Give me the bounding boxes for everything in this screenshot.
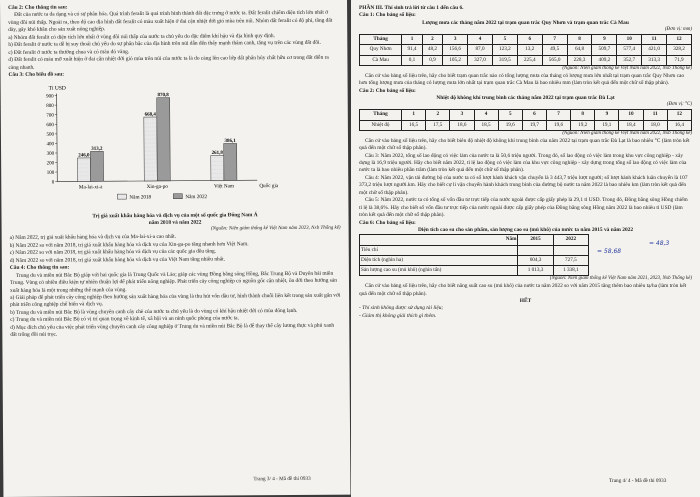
table-header-cell: Năm: [360, 235, 518, 245]
rubber-table: [359, 234, 589, 276]
x-axis-label: Quốc gia: [259, 182, 279, 189]
table-corner-cell: Tiêu chí: [360, 245, 518, 255]
table-row: [360, 120, 692, 130]
table-cell: 19,6: [498, 120, 522, 130]
table-header-cell: 12: [667, 35, 692, 45]
table-header-cell: 4: [468, 35, 493, 45]
question-2-text: Đất của nước ta đa dạng và có sự phân hóa. Quá trình feralit là quá trình hình thành đất đặc trưng ở nước ta. Đất feralit chiếm diện tích lớn nhất ở vùng đồi núi thấp. Ngoài ra, theo độ cao địa hình đất feralit có màu xuất hiện ở đai cận nhiệt đới gió mùa trên núi. Nhóm đất feralit có độ phì, tầng đất dày, gây khó khăn cho sản xuất nông nghiệp.: [8, 10, 333, 34]
table-header-cell: 3: [450, 110, 474, 120]
table-header-row: [360, 110, 692, 120]
r-question-3-text: Câu 3: Năm 2022, tổng số lao động có việc làm của nước ta là 50,6 triệu người. Trong đó, số lao động có việc làm trong khu vực công nghiệp - xây dựng là 16,9 triệu người. Hãy cho biết năm 2022, tỉ lệ lao động có việc làm của khu vực công nghiệp - xây dựng trong tổng số lao động có việc làm của nước ta là bao nhiêu phần trăm (làm tròn kết quả đến một chữ số thập phân).: [359, 152, 687, 174]
y-tick-label: 600: [46, 122, 54, 128]
table-header-cell: 2: [426, 110, 450, 120]
table-row: [360, 45, 692, 55]
bar-2022: [157, 97, 171, 180]
question-4-text: Trung du và miền núi Bắc Bộ giáp với hai quốc gia là Trung Quốc và Lào; giáp các vùng Đồng bằng sông Hồng, Bắc Trung Bộ và Duyên hải miền Trung. Vùng có nhiều điều kiện tự nhiên thuận lợi để phát triển nông nghiệp. Phát triển cây công nghiệp có nguồn gốc cận nhiệt, ôn đới theo hướng sản xuất hàng hóa là một trong những thế mạnh của vùng.: [9, 270, 337, 294]
r-question-5-text: Câu 5: Năm 2022, nước ta có tổng số vốn đầu tư trực tiếp của nước ngoài được cấp giấy phép là 29,1 tỉ USD. Trong đó, Đồng bằng sông Hồng chiếm tỉ lệ là 38,6%. Hãy cho biết số vốn đầu tư trực tiếp của nước ngoài được cấp giấy phép của Đồng bằng sông Hồng năm 2022 là bao nhiêu tỉ USD (làm tròn kết quả đến một chữ số thập phân).: [359, 197, 688, 219]
rainfall-unit: (Đơn vị: mm): [664, 27, 692, 33]
table-cell: 1 013,3: [518, 266, 553, 276]
table-cell: 49,5: [542, 45, 567, 55]
y-tick-label: 300: [46, 151, 55, 157]
table-cell: 565,0: [542, 55, 567, 65]
rainfall-table: [359, 34, 692, 66]
bar-2018: [211, 155, 224, 180]
table-cell: 409,2: [592, 55, 617, 65]
table-cell: 1 338,1: [553, 266, 588, 276]
r-question-1-title: Câu 1: Cho bảng số liệu:: [359, 12, 416, 19]
rainfall-source: (Nguồn: Niên giám thống kê Việt Nam năm 2022, Nxb Thống kê): [562, 65, 692, 71]
table-cell: 327,0: [468, 55, 493, 65]
legend-swatch: [173, 193, 182, 198]
bar-2022: [90, 151, 103, 181]
table-header-cell: 7: [542, 35, 567, 45]
exam-note-1: - Thí sinh không được sử dụng tài liệu;: [359, 305, 444, 312]
exam-note-2: - Giám thị không giải thích gì thêm.: [359, 312, 437, 319]
table-cell: 509,7: [592, 45, 617, 55]
table-cell: [518, 245, 553, 255]
legend-swatch: [117, 194, 126, 199]
question-3-option-c: c) Năm 2022 so với năm 2018, trị giá xuất khẩu hàng hóa và dịch vụ của các quốc gia đều tăng.: [9, 248, 217, 257]
table-cell: 64,8: [567, 45, 592, 55]
table-header-cell: 4: [474, 110, 498, 120]
r-question-2-text: Căn cứ vào bảng số liệu trên, hãy cho biết biên độ nhiệt độ không khí trung bình của năm 2022 tại trạm quan trắc Đà Lạt là bao nhiêu °C (làm tròn kết quả đến một chữ số thập phân).: [359, 137, 690, 152]
table-header-cell: 1: [402, 35, 422, 45]
table-header-cell: 3: [443, 35, 468, 45]
temperature-unit: (Đơn vị: °C): [666, 102, 692, 108]
table-header-cell: Tháng: [360, 110, 402, 120]
table-header-row: [360, 35, 692, 45]
table-cell: 18,4: [619, 120, 643, 130]
table-cell: 577,4: [617, 45, 642, 55]
y-tick-label: 500: [46, 132, 54, 138]
question-2-option-b: b) Đất feralit ở nước ta dễ bị suy thoái chủ yếu do sự phân bậc của địa hình trên núi dẫn đến thấy mạnh thâm canh, tăng vụ trên các vùng đất đồi.: [8, 40, 321, 49]
table-header-row: [360, 235, 589, 245]
table-cell: 727,5: [553, 255, 588, 265]
table-cell: 87,0: [468, 45, 493, 55]
table-cell: 228,3: [567, 55, 592, 65]
part-3-title: PHẦN III. Thí sinh trả lời từ câu 1 đến câu 6.: [359, 5, 464, 11]
y-tick-label: 200: [46, 160, 55, 166]
table-header-cell: 8: [567, 35, 592, 45]
r-question-6-text: Căn cứ vào bảng số liệu trên, hãy cho biết năng suất cao su (mủ khô) của nước ta năm 2022 so với năm 2015 tăng thêm bao nhiêu tạ/ha (làm tròn kết quả đến một chữ số thập phân).: [359, 283, 687, 297]
table-cell: Diện tích (nghìn ha): [360, 255, 518, 265]
table-cell: 17,5: [426, 120, 450, 130]
table-cell: 604,3: [518, 255, 553, 265]
legend-label: Năm 2022: [185, 193, 208, 200]
r-question-6-title: Câu 6: Cho bảng số liệu:: [359, 219, 416, 226]
table-cell: 18,0: [643, 120, 667, 130]
question-4-option-b: b) Trung du và miền núi Bắc Bộ là vùng chuyên canh cây chè của nước ta chủ yếu là do vùng có khí hậu nhiệt đới có mùa đông lạnh.: [10, 307, 298, 316]
table-cell: 19,2: [571, 120, 595, 130]
question-4-option-c: c) Trung du và miền núi Bắc Bộ có vị trí quan trọng về kinh tế, xã hội và an ninh quốc phòng của nước ta.: [10, 315, 239, 324]
question-4-title: Câu 4: Cho thông tin sau:: [9, 264, 70, 272]
table-cell: 0,9: [422, 55, 442, 65]
question-4-option-a: a) Giải pháp để phát triển cây công nghiệp theo hướng sản xuất hàng hóa của vùng là thu hút vốn đầu tư, hình thành chuỗi liên kết trong sản xuất gắn với phát triển công nghiệp chế biến và dịch vụ.: [10, 292, 341, 309]
page-4-footer: Trang 4/ 4 - Mã đề thi 0933: [609, 477, 667, 484]
end-marker: HẾT: [519, 297, 532, 304]
y-tick-label: 0: [51, 179, 55, 185]
table-cell: 319,5: [492, 55, 517, 65]
table-header-cell: 10: [617, 35, 642, 45]
table-header-cell: 6: [522, 110, 546, 120]
question-2-option-c: c) Đất feralit ở nước ta thường chua và có màu đỏ vàng.: [8, 48, 130, 56]
question-2-option-d: d) Đất feralit có màu mỡ xuất hiện ở đai cận nhiệt đới gió mùa trên núi của nước ta là do càng lên cao lớp đất phân hủy chất hữu cơ trong đất diễn ra càng nhanh.: [8, 54, 329, 71]
table-header-cell: 6: [517, 35, 542, 45]
bar-2018: [77, 157, 90, 181]
r-question-2-title: Câu 2: Cho bảng số liệu:: [359, 87, 416, 94]
chart-source: (Nguồn: Niên giám thống kê Việt Nam năm 2023, Nxb Thống kê): [210, 226, 341, 232]
question-3-option-b: b) Năm 2022 so với năm 2018, trị giá xuất khẩu hàng hóa và dịch vụ của Xin-ga-po tăng nhanh hơn Việt Nam.: [9, 241, 249, 249]
table-header-cell: 7: [546, 110, 570, 120]
temperature-table: [359, 109, 692, 130]
exam-page-4: [351, 0, 700, 497]
x-tick-label: Ma-lai-xi-a: [78, 183, 103, 190]
chart-caption-line-1: Trị giá xuất khẩu hàng hóa và dịch vụ của một số quốc gia Đông Nam Á: [92, 211, 258, 219]
data-label: 261,8: [211, 150, 223, 156]
table-cell: 156,6: [443, 45, 468, 55]
table-cell: 421,0: [642, 45, 667, 55]
table-cell: 48,2: [422, 45, 442, 55]
y-tick-label: 800: [46, 103, 54, 109]
question-3-title: Câu 3: Cho biểu đồ sau:: [8, 71, 65, 79]
table-cell: 19,6: [546, 120, 570, 130]
rubber-source: (Nguồn: Niên giám thống kê Việt Nam năm 2021, 2023, Nxb Thống kê): [549, 276, 692, 282]
table-cell: 18,6: [450, 120, 474, 130]
legend-label: Năm 2018: [129, 193, 152, 201]
r-question-4-text: Câu 4: Năm 2022, vận tải đường bộ của nước ta có số lượt hành khách vận chuyển là 3 443,7 triệu lượt người; số lượt hành khách luân chuyển là 107 373,2 triệu lượt người.km. Hãy cho biết cự li vận chuyển hành khách trung bình của đường bộ nước ta năm 2022 là bao nhiêu km (làm tròn kết quả đến một chữ số thập phân).: [359, 174, 688, 196]
table-cell: Cà Mau: [360, 55, 402, 65]
data-label: 386,1: [224, 138, 236, 144]
table-cell: 13,2: [517, 45, 542, 55]
question-2-title: Câu 2: Cho thông tin sau:: [8, 4, 68, 11]
table-header-cell: 1: [402, 110, 426, 120]
table-header-cell: Tháng: [360, 35, 402, 45]
table-header-cell: 5: [492, 35, 517, 45]
table-cell: 91,4: [402, 45, 422, 55]
table-header-cell: 9: [595, 110, 619, 120]
y-tick-label: 900: [46, 93, 54, 100]
table-cell: 18,5: [474, 120, 498, 130]
table-cell: 328,2: [667, 45, 692, 55]
table-row: [360, 255, 589, 265]
table-header-cell: 11: [643, 110, 667, 120]
rainfall-table-title: Lượng mưa các tháng năm 2022 tại trạm quan trắc Quy Nhơn và trạm quan trắc Cà Mau: [422, 19, 629, 26]
table-cell: 19,1: [595, 120, 619, 130]
y-axis: [57, 93, 58, 181]
table-header-cell: 8: [571, 110, 595, 120]
data-label: 668,4: [144, 112, 156, 118]
handwritten-note-1: = 58,68: [597, 248, 622, 256]
y-tick-label: 400: [46, 141, 55, 147]
y-tick-label: 100: [46, 170, 55, 176]
x-tick-label: Việt Nam: [213, 182, 234, 190]
table-cell: 16,4: [667, 120, 691, 130]
page-3-footer: Trang 3/ 4 - Mã đề thi 0933: [253, 475, 311, 483]
chart-caption-line-2: năm 2018 và năm 2022: [148, 219, 202, 226]
y-tick-label: 700: [46, 113, 54, 119]
table-cell: 352,7: [617, 55, 642, 65]
table-header-cell: 12: [667, 110, 691, 120]
export-value-chart: [9, 79, 341, 213]
table-header-cell: 10: [619, 110, 643, 120]
question-2-option-a: a) Nhóm đất feralit có diện tích lớn nhất ở vùng đồi núi thấp của nước ta chủ yếu do đặc điểm khí hậu và địa hình quy định.: [8, 32, 275, 41]
bar-2018: [144, 117, 157, 181]
question-4-option-d: d) Mục đích chủ yếu của việc phát triển vùng chuyên canh cây công nghiệp ở Trung du và miền núi Bắc Bộ là để thay thế cây lương thực và phủ xanh đất trống đồi núi trọc.: [10, 322, 335, 339]
table-header-cell: 5: [498, 110, 522, 120]
table-cell: 16,5: [402, 120, 426, 130]
data-label: 313,2: [91, 146, 103, 152]
table-cell: 313,3: [642, 55, 667, 65]
data-label: 870,8: [157, 92, 169, 98]
table-cell: 19,7: [522, 120, 546, 130]
table-cell: 71,9: [667, 55, 692, 65]
rubber-table-title: Diện tích cao su cho sản phẩm, sản lượng cao su (mủ khô) của nước ta năm 2015 và năm 2022: [417, 227, 634, 234]
bar-chart-svg: [9, 79, 340, 213]
table-row: [360, 245, 589, 255]
table-row: [360, 266, 589, 276]
r-question-1-text: Căn cứ vào bảng số liệu trên, hãy cho biết trạm quan trắc nào có tổng lượng mưa của tháng có lượng mưa lớn nhất tại trạm quan trắc Quy Nhơn cao hơn tổng lượng mưa của tháng có lượng mưa lớn nhất tại trạm quan trắc Cà Mau là bao nhiêu mm (làm tròn kết quả đến một chữ số thập phân).: [359, 72, 685, 87]
table-cell: 225,4: [517, 55, 542, 65]
y-axis-label: Tỉ USD: [48, 85, 66, 92]
table-row: [360, 55, 692, 65]
table-cell: 105,2: [443, 55, 468, 65]
table-cell: [553, 245, 588, 255]
table-header-cell: 11: [642, 35, 667, 45]
table-header-cell: 2015: [518, 235, 553, 245]
table-header-cell: 2: [422, 35, 442, 45]
table-header-cell: 2022: [553, 235, 588, 245]
table-header-cell: 9: [592, 35, 617, 45]
rubber-table-wrap: [359, 234, 692, 276]
table-cell: Nhiệt độ: [360, 120, 402, 130]
handwritten-note-2: = 48,3: [649, 240, 670, 248]
question-3-option-d: d) Năm 2022 so với năm 2018, trị giá xuất khẩu hàng hóa và dịch vụ của Việt Nam tăng nhiều nhất.: [9, 256, 226, 264]
bar-2022: [224, 143, 237, 180]
table-cell: Sản lượng cao su (mủ khô) (nghìn tấn): [360, 266, 518, 276]
x-tick-label: Xin-ga-po: [146, 183, 168, 190]
temperature-table-title: Nhiệt độ không khí trung bình các tháng năm 2022 tại trạm quan trắc Đà Lạt: [436, 95, 615, 102]
table-cell: Quy Nhơn: [360, 45, 402, 55]
table-cell: 123,2: [492, 45, 517, 55]
data-label: 246,0: [78, 152, 90, 158]
question-3-option-a: a) Năm 2022, trị giá xuất khẩu hàng hóa và dịch vụ của Ma-lai-xi-a cao nhất.: [9, 234, 176, 242]
temperature-source: (Nguồn: Niên giám thống kê Việt Nam năm 2022, Nxb Thống kê): [562, 130, 692, 136]
table-cell: 0,1: [402, 55, 422, 65]
